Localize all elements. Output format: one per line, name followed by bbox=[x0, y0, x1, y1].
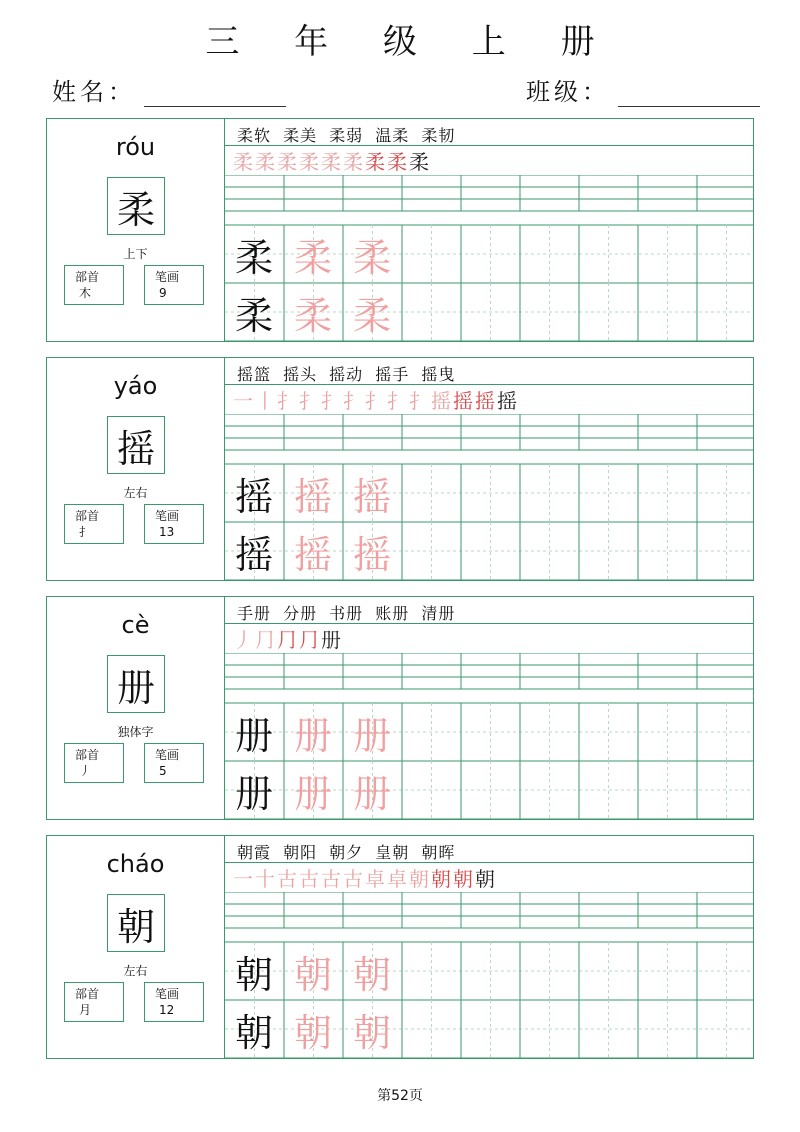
grid-model-char: 柔 bbox=[234, 235, 273, 280]
stroke-count-label: 笔画 bbox=[155, 509, 180, 523]
stroke-count-label: 笔画 bbox=[155, 748, 180, 762]
stroke-step: 扌 bbox=[365, 389, 385, 413]
structure-label: 左右 bbox=[123, 964, 148, 978]
grid-trace-char: 朝 bbox=[293, 952, 332, 997]
pinyin: cháo bbox=[106, 850, 165, 878]
stroke-step: ⺆ bbox=[299, 628, 319, 652]
stroke-step: 柔 bbox=[343, 150, 363, 174]
pinyin: yáo bbox=[113, 372, 158, 400]
stroke-count-value: 9 bbox=[159, 286, 167, 300]
stroke-count-value: 5 bbox=[159, 764, 167, 778]
radical-value: 丿 bbox=[79, 764, 92, 778]
char-info-panel bbox=[47, 836, 225, 1058]
stroke-order-row bbox=[225, 145, 753, 175]
stroke-step: 古 bbox=[277, 867, 297, 891]
class-label: 班级： bbox=[526, 78, 610, 106]
grid-model-char: 摇 bbox=[234, 474, 273, 519]
structure-label: 上下 bbox=[123, 247, 148, 261]
radical-box bbox=[64, 265, 124, 305]
word-list: 柔软 柔美 柔弱 温柔 柔韧 bbox=[237, 126, 456, 145]
stroke-step: 柔 bbox=[321, 150, 341, 174]
radical-value: 月 bbox=[79, 1003, 92, 1017]
stroke-step: 古 bbox=[343, 867, 363, 891]
char-card bbox=[46, 357, 754, 581]
stroke-count-box bbox=[144, 982, 204, 1022]
grid-trace-char: 摇 bbox=[352, 532, 391, 577]
model-char: 册 bbox=[107, 655, 165, 713]
structure-label: 左右 bbox=[123, 486, 148, 500]
grid-trace-char: 朝 bbox=[352, 1010, 391, 1055]
stroke-step: 册 bbox=[321, 628, 341, 652]
stroke-step: 柔 bbox=[387, 150, 407, 174]
stroke-step: 朝 bbox=[475, 867, 495, 891]
stroke-step: 柔 bbox=[409, 150, 429, 174]
grid-model-char: 柔 bbox=[234, 293, 273, 338]
stroke-step: ⺆ bbox=[255, 628, 275, 652]
radical-box bbox=[64, 743, 124, 783]
grid-trace-char: 册 bbox=[352, 713, 391, 758]
writing-grid bbox=[225, 653, 753, 819]
grid-trace-char: 柔 bbox=[352, 235, 391, 280]
name-label: 姓名： bbox=[52, 78, 136, 106]
grid-model-char: 册 bbox=[234, 771, 273, 816]
stroke-step: 扌 bbox=[387, 389, 407, 413]
practice-panel bbox=[225, 597, 753, 819]
radical-label: 部首 bbox=[75, 509, 100, 523]
char-card bbox=[46, 118, 754, 342]
radical-value: 木 bbox=[79, 286, 92, 300]
stroke-step: 扌 bbox=[299, 389, 319, 413]
stroke-count-box bbox=[144, 265, 204, 305]
model-char: 柔 bbox=[107, 177, 165, 235]
radical-label: 部首 bbox=[75, 987, 100, 1001]
grid-model-char: 朝 bbox=[234, 952, 273, 997]
stroke-step: 扌 bbox=[409, 389, 429, 413]
radical-value: 扌 bbox=[79, 525, 92, 539]
stroke-step: 扌 bbox=[277, 389, 297, 413]
grid-trace-char: 册 bbox=[293, 713, 332, 758]
char-card bbox=[46, 596, 754, 820]
stroke-count-value: 13 bbox=[159, 525, 175, 539]
grid-trace-char: 册 bbox=[352, 771, 391, 816]
grid-trace-char: 柔 bbox=[293, 293, 332, 338]
stroke-step: 朝 bbox=[409, 867, 429, 891]
stroke-count-value: 12 bbox=[159, 1003, 175, 1017]
stroke-order-row bbox=[225, 623, 753, 653]
pinyin: róu bbox=[115, 133, 156, 161]
stroke-step: 柔 bbox=[233, 150, 253, 174]
grid-trace-char: 柔 bbox=[293, 235, 332, 280]
name-field bbox=[52, 72, 286, 107]
char-info-panel bbox=[47, 358, 225, 580]
stroke-step: 古 bbox=[299, 867, 319, 891]
stroke-step: 一 bbox=[233, 389, 253, 413]
stroke-step: 柔 bbox=[277, 150, 297, 174]
class-blank[interactable] bbox=[618, 78, 760, 107]
stroke-step: 扌 bbox=[321, 389, 341, 413]
stroke-order-row bbox=[225, 862, 753, 892]
grid-trace-char: 朝 bbox=[293, 1010, 332, 1055]
stroke-step: 卓 bbox=[365, 867, 385, 891]
stroke-step: 丿 bbox=[233, 628, 253, 652]
stroke-step: 柔 bbox=[365, 150, 385, 174]
char-info-panel bbox=[47, 119, 225, 341]
stroke-step: 朝 bbox=[431, 867, 451, 891]
page-number: 第52页 bbox=[377, 1088, 423, 1104]
stroke-step: 摇 bbox=[453, 389, 473, 413]
stroke-step: 十 bbox=[255, 867, 275, 891]
writing-grid bbox=[225, 414, 753, 580]
class-field bbox=[526, 72, 760, 107]
word-list: 手册 分册 书册 账册 清册 bbox=[237, 604, 456, 623]
model-char: 摇 bbox=[107, 416, 165, 474]
practice-panel bbox=[225, 119, 753, 341]
stroke-order-row bbox=[225, 384, 753, 414]
stroke-step: 扌 bbox=[343, 389, 363, 413]
practice-panel bbox=[225, 358, 753, 580]
word-list: 朝霞 朝阳 朝夕 皇朝 朝晖 bbox=[237, 843, 456, 862]
stroke-step: 柔 bbox=[255, 150, 275, 174]
stroke-count-label: 笔画 bbox=[155, 987, 180, 1001]
stroke-step: 卓 bbox=[387, 867, 407, 891]
stroke-step: 柔 bbox=[299, 150, 319, 174]
writing-grid bbox=[225, 892, 753, 1058]
name-blank[interactable] bbox=[144, 78, 286, 107]
page-title: 三 年 级 上 册 bbox=[205, 22, 617, 62]
radical-box bbox=[64, 982, 124, 1022]
grid-trace-char: 摇 bbox=[293, 532, 332, 577]
char-card bbox=[46, 835, 754, 1059]
stroke-step: 一 bbox=[233, 867, 253, 891]
stroke-step: 古 bbox=[321, 867, 341, 891]
stroke-step: 摇 bbox=[475, 389, 495, 413]
grid-trace-char: 柔 bbox=[352, 293, 391, 338]
model-char: 朝 bbox=[107, 894, 165, 952]
structure-label: 独体字 bbox=[117, 725, 154, 739]
grid-model-char: 朝 bbox=[234, 1010, 273, 1055]
grid-model-char: 册 bbox=[234, 713, 273, 758]
pinyin: cè bbox=[121, 611, 150, 639]
stroke-count-box bbox=[144, 743, 204, 783]
stroke-step: 朝 bbox=[453, 867, 473, 891]
stroke-step: 摇 bbox=[497, 389, 517, 413]
word-list: 摇篮 摇头 摇动 摇手 摇曳 bbox=[237, 365, 456, 384]
grid-trace-char: 朝 bbox=[352, 952, 391, 997]
stroke-step: 摇 bbox=[431, 389, 451, 413]
practice-panel bbox=[225, 836, 753, 1058]
radical-label: 部首 bbox=[75, 748, 100, 762]
stroke-count-box bbox=[144, 504, 204, 544]
stroke-step: ⺆ bbox=[277, 628, 297, 652]
grid-trace-char: 摇 bbox=[293, 474, 332, 519]
writing-grid bbox=[225, 175, 753, 341]
radical-box bbox=[64, 504, 124, 544]
radical-label: 部首 bbox=[75, 270, 100, 284]
stroke-count-label: 笔画 bbox=[155, 270, 180, 284]
grid-model-char: 摇 bbox=[234, 532, 273, 577]
grid-trace-char: 册 bbox=[293, 771, 332, 816]
grid-trace-char: 摇 bbox=[352, 474, 391, 519]
char-info-panel bbox=[47, 597, 225, 819]
stroke-step: 丨 bbox=[255, 389, 275, 413]
